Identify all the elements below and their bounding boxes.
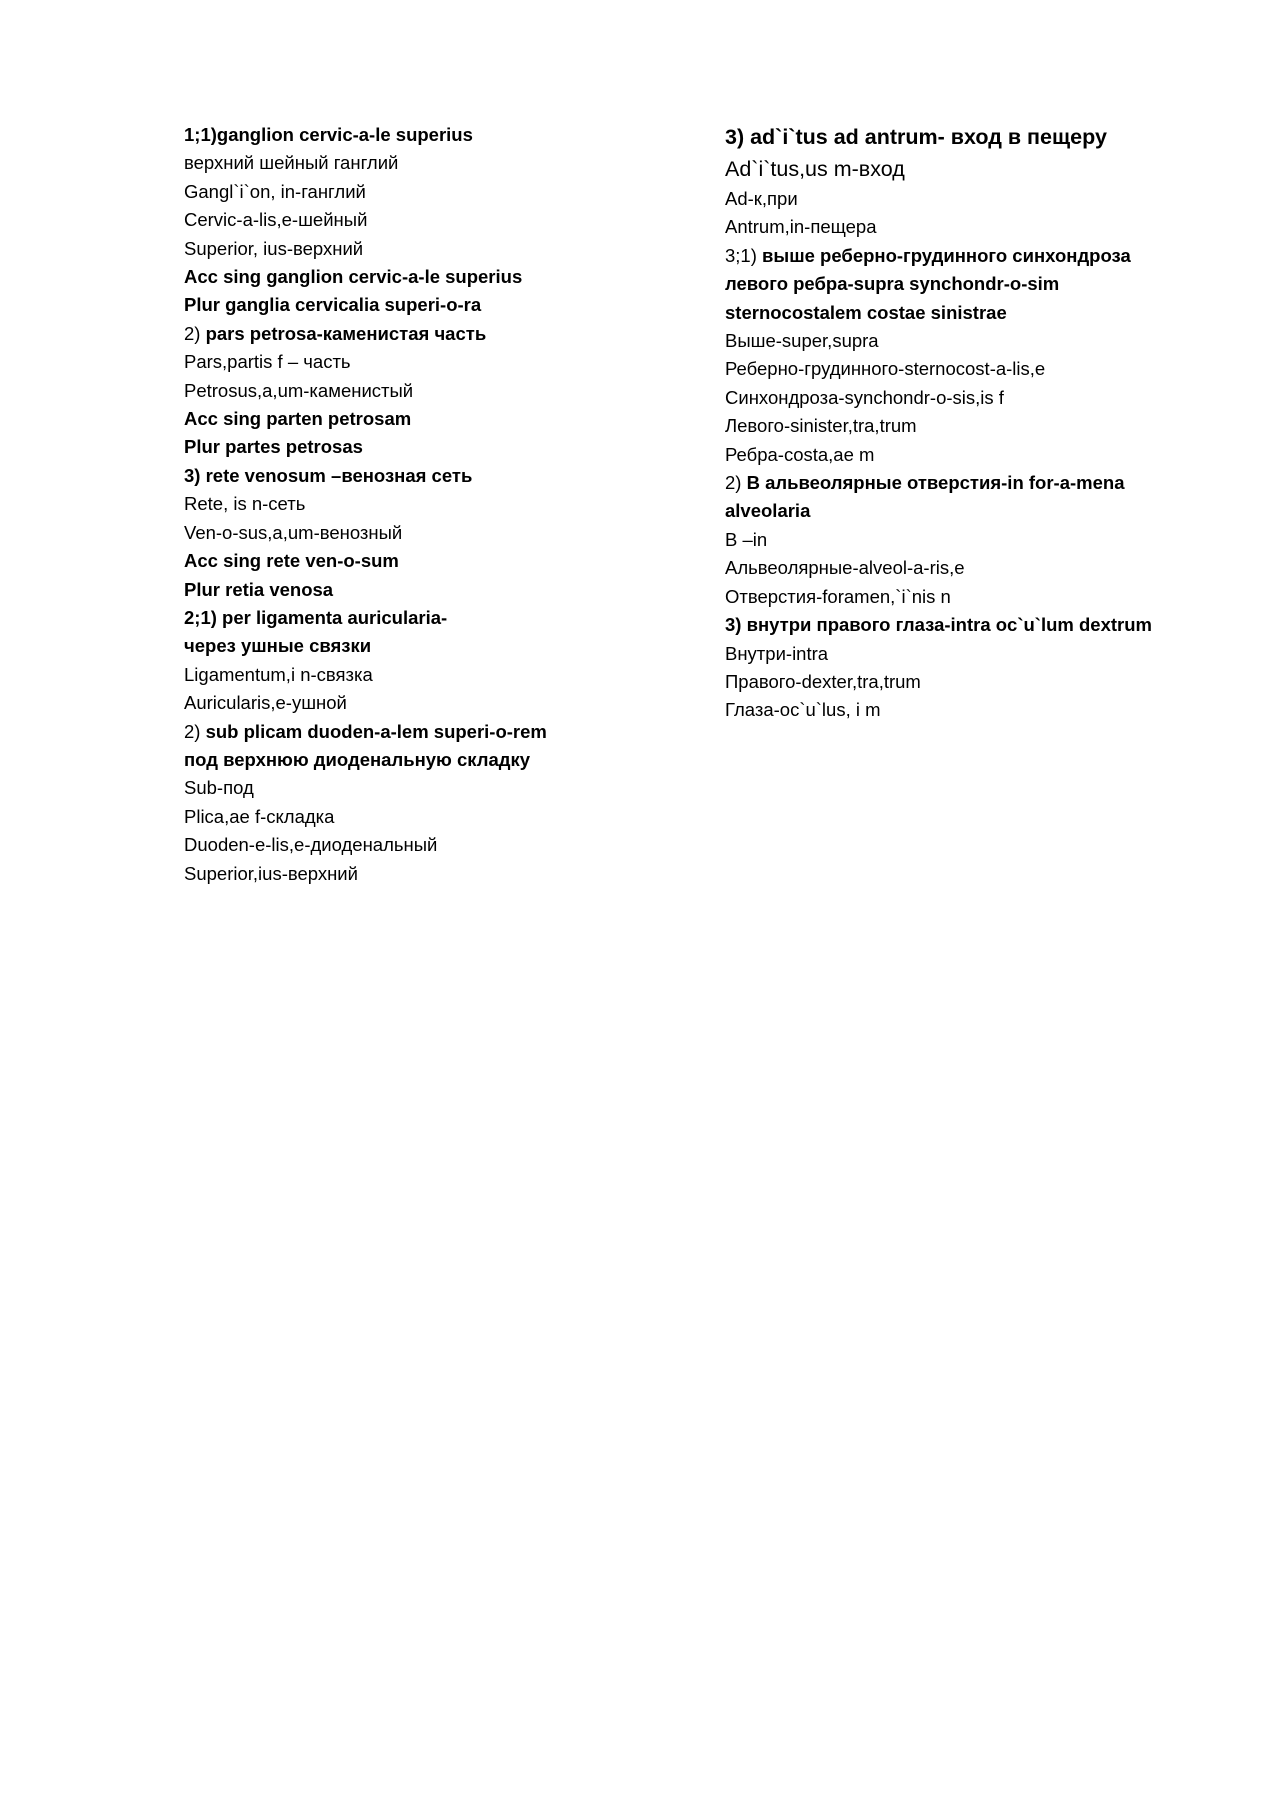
line-text: через ушные связки — [184, 635, 372, 657]
line-text: Ligamentum,i n-связка — [184, 663, 373, 685]
text-line — [725, 242, 1265, 270]
text-line — [184, 377, 704, 405]
line-text: Superior,ius-верхний — [184, 862, 358, 884]
line-text: Plica,ae f-складка — [184, 805, 335, 827]
text-line — [184, 774, 704, 802]
text-line — [725, 213, 1265, 241]
line-text: Левого-sinister,tra,trum — [725, 415, 917, 437]
text-line — [725, 640, 1265, 668]
line-text: Plur retia venosa — [184, 578, 334, 600]
line-text: В альвеолярные отверстия-in for-a-mena — [746, 472, 1125, 494]
line-text: Plur partes petrosas — [184, 436, 363, 458]
text-line — [725, 412, 1265, 440]
text-line — [184, 803, 704, 831]
text-line — [725, 299, 1265, 327]
line-text: Внутри-intra — [725, 642, 829, 664]
line-text: Синхондроза-synchondr-o-sis,is f — [725, 386, 1004, 408]
line-text: В –in — [725, 528, 768, 550]
text-line — [725, 441, 1265, 469]
line-text: Auricularis,e-ушной — [184, 692, 347, 714]
line-text: Petrosus,a,um-каменистый — [184, 379, 414, 401]
line-text: Глаза-oc`u`lus, i m — [725, 699, 881, 721]
line-text: alveolaria — [725, 500, 811, 522]
line-text: 1;1)ganglion cervic-a-le superius — [184, 124, 473, 145]
line-text: Cervic-a-lis,e-шейный — [184, 209, 368, 231]
line-text: Gangl`i`on, in-ганглий — [184, 180, 366, 202]
text-line — [725, 185, 1265, 213]
text-line — [184, 547, 704, 575]
line-text: sub plicam duoden-a-lem superi-o-rem — [205, 720, 547, 742]
left-column — [184, 121, 704, 888]
line-text: Отверстия-foramen,`i`nis n — [725, 585, 951, 607]
line-number: 2) — [184, 322, 206, 344]
text-line — [184, 206, 704, 234]
line-text: pars petrosa-каменистая часть — [205, 322, 487, 344]
text-line — [725, 554, 1265, 582]
text-line — [184, 121, 704, 149]
text-line — [184, 831, 704, 859]
right-column — [725, 121, 1265, 725]
text-line — [725, 327, 1265, 355]
line-text: Выше-super,supra — [725, 330, 879, 352]
text-line — [725, 384, 1265, 412]
line-text: выше реберно-грудинного синхондроза — [762, 244, 1131, 266]
line-text: 3) ad`i`tus ad antrum- вход в пещеру — [725, 125, 1107, 149]
text-line — [184, 490, 704, 518]
text-line — [184, 576, 704, 604]
line-text: левого ребра-supra synchondr-o-sim — [725, 273, 1060, 295]
text-line — [725, 497, 1265, 525]
line-text: 2;1) per ligamenta auricularia- — [184, 606, 448, 628]
text-line — [184, 178, 704, 206]
text-line — [184, 661, 704, 689]
text-line — [184, 718, 704, 746]
line-number: 3;1) — [725, 244, 763, 266]
text-line — [725, 668, 1265, 696]
text-line — [184, 149, 704, 177]
line-text: Duoden-e-lis,e-диоденальный — [184, 834, 438, 856]
line-number: 2) — [184, 720, 206, 742]
line-text: sternocostalem costae sinistrae — [725, 301, 1007, 323]
text-line — [725, 583, 1265, 611]
text-line — [184, 320, 704, 348]
text-line — [184, 689, 704, 717]
text-line — [725, 696, 1265, 724]
line-text: 3) внутри правого глаза-intra oc`u`lum dextrum — [725, 614, 1152, 636]
text-line — [725, 355, 1265, 383]
line-text: Правого-dexter,tra,trum — [725, 670, 921, 692]
line-text: Antrum,in-пещера — [725, 216, 877, 238]
line-text: Plur ganglia cervicalia superi-o-ra — [184, 294, 482, 316]
line-text: 3) rete venosum –венозная сеть — [184, 464, 473, 486]
line-text: Sub-под — [184, 777, 254, 799]
text-line — [184, 746, 704, 774]
text-line — [184, 291, 704, 319]
line-text: Ребра-costa,ae m — [725, 443, 875, 465]
text-line — [184, 263, 704, 291]
text-line — [725, 153, 1265, 185]
text-line — [725, 121, 1265, 153]
line-number: 2) — [725, 472, 747, 494]
line-text: Acc sing rete ven-o-sum — [184, 550, 399, 572]
text-line — [184, 860, 704, 888]
line-text: Acc sing ganglion cervic-a-le superius — [184, 266, 523, 288]
text-line — [184, 632, 704, 660]
line-text: Acc sing parten petrosam — [184, 408, 412, 430]
text-line — [725, 270, 1265, 298]
line-text: под верхнюю диоденальную складку — [184, 748, 531, 770]
line-text: Альвеолярные-alveol-a-ris,e — [725, 557, 965, 579]
line-text: Ven-o-sus,a,um-венозный — [184, 521, 403, 543]
text-line — [184, 433, 704, 461]
text-line — [184, 519, 704, 547]
line-text: верхний шейный ганглий — [184, 152, 399, 174]
line-text: Rete, is n-сеть — [184, 493, 306, 515]
text-line — [184, 405, 704, 433]
text-line — [184, 348, 704, 376]
line-text: Реберно-грудинного-sternocost-a-lis,e — [725, 358, 1046, 380]
line-text: Ad-к,при — [725, 188, 798, 209]
text-line — [184, 235, 704, 263]
line-text: Pars,partis f – часть — [184, 351, 351, 373]
line-text: Ad`i`tus,us m-вход — [725, 157, 905, 181]
text-line — [184, 604, 704, 632]
text-line — [725, 469, 1265, 497]
text-line — [184, 462, 704, 490]
line-text: Superior, ius-верхний — [184, 237, 364, 259]
text-line — [725, 526, 1265, 554]
text-line — [725, 611, 1265, 639]
